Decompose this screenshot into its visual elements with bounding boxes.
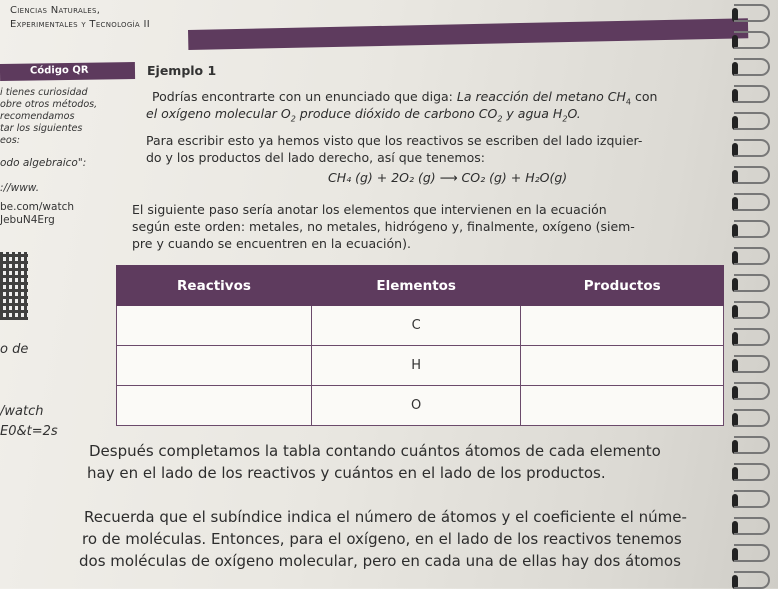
column-header-productos: Productos [521,266,724,306]
text: con [630,89,658,104]
sidebar-text: obre otros métodos, [0,99,98,110]
subscript: 4 [625,97,631,107]
binding-ring [734,409,770,427]
paragraph-5-line-2: ro de moléculas. Entonces, para el oxígeno, en el lado de los reactivos tenemos [82,530,682,548]
paragraph-1-line-2 [146,106,581,124]
text: La reacción del metano CH [456,89,626,104]
binding-ring [734,382,770,400]
binding-ring [734,112,770,130]
header-subject: Ciencias Naturales, [10,5,101,16]
sidebar-link[interactable]: /watch [0,404,44,419]
paragraph-5-line-1: Recuerda que el subíndice indica el número de átomos y el coeficiente el núme- [84,508,687,526]
cell-productos[interactable] [521,386,724,426]
binding-ring [734,166,770,184]
text: y agua H [502,106,563,121]
binding-ring [734,220,770,238]
qr-code-image[interactable] [0,252,28,320]
paragraph-2-line-2: do y los productos del lado derecho, así que tenemos: [146,150,485,165]
paragraph-1-line-1 [152,89,657,107]
text: O. [567,106,581,121]
paragraph-5-line-3: dos moléculas de oxígeno molecular, pero en cada una de ellas hay dos átomos [79,552,681,570]
column-header-elementos: Elementos [311,266,521,306]
binding-ring [734,31,770,49]
sidebar-link[interactable]: E0&t=2s [0,424,58,439]
sidebar-text: eos: [0,135,21,146]
paragraph-4-line-2: hay en el lado de los reactivos y cuántos en el lado de los productos. [87,464,606,482]
header-course: Experimentales y Tecnología II [10,19,150,30]
binding-ring [734,463,770,481]
paragraph-3-line-1: El siguiente paso sería anotar los elementos que intervienen en la ecuación [132,202,607,217]
cell-element: O [311,386,521,426]
paragraph-3-line-3: pre y cuando se encuentren en la ecuación). [132,236,411,251]
cell-element: H [311,346,521,386]
cell-reactivos[interactable] [117,386,312,426]
text: produce dióxido de carbono CO [295,106,498,121]
elements-table [116,265,724,426]
sidebar-text: i tienes curiosidad [0,87,88,98]
header-bar [188,18,748,50]
text: el oxígeno molecular O [146,106,291,121]
qr-code-tab [0,62,135,81]
cell-reactivos[interactable] [117,346,312,386]
cell-reactivos[interactable] [117,306,312,346]
example-title: Ejemplo 1 [147,63,217,78]
sidebar-link[interactable]: be.com/watch [0,201,74,213]
binding-ring [734,139,770,157]
binding-ring [734,571,770,589]
paragraph-4-line-1: Después completamos la tabla contando cuántos átomos de cada elemento [89,442,661,460]
sidebar-text: odo algebraico": [0,157,87,169]
sidebar-link[interactable]: ://www. [0,182,40,194]
table-row [117,346,724,386]
cell-productos[interactable] [521,306,724,346]
binding-ring [734,274,770,292]
table-row [117,306,724,346]
text: Podrías encontrarte con un enunciado que diga: [152,89,457,104]
paragraph-3-line-2: según este orden: metales, no metales, hidrógeno y, finalmente, oxígeno (siem- [132,219,635,234]
subscript: 2 [497,114,503,124]
binding-ring [734,490,770,508]
sidebar-text: recomendamos [0,111,75,122]
binding-ring [734,355,770,373]
binding-ring [734,301,770,319]
binding-ring [734,58,770,76]
cell-element: C [311,306,521,346]
cell-productos[interactable] [521,346,724,386]
binding-ring [734,517,770,535]
binding-ring [734,4,770,22]
binding-ring [734,436,770,454]
chemical-equation: CH₄ (g) + 2O₂ (g) ⟶ CO₂ (g) + H₂O(g) [328,170,568,185]
binding-ring [734,247,770,265]
binding-ring [734,328,770,346]
binding-ring [734,193,770,211]
table-row [117,386,724,426]
subscript: 2 [562,114,568,124]
sidebar-text: tar los siguientes [0,123,83,134]
binding-ring [734,544,770,562]
table-header-row [117,266,724,306]
qr-code-label: Código QR [29,64,89,77]
paragraph-2-line-1: Para escribir esto ya hemos visto que los reactivos se escriben del lado izquier- [146,133,643,148]
spiral-binding [708,0,778,588]
column-header-reactivos: Reactivos [117,266,312,306]
binding-ring [734,85,770,103]
sidebar-text: o de [0,342,29,357]
sidebar-link[interactable]: JebuN4Erg [0,214,55,226]
subscript: 2 [290,114,296,124]
